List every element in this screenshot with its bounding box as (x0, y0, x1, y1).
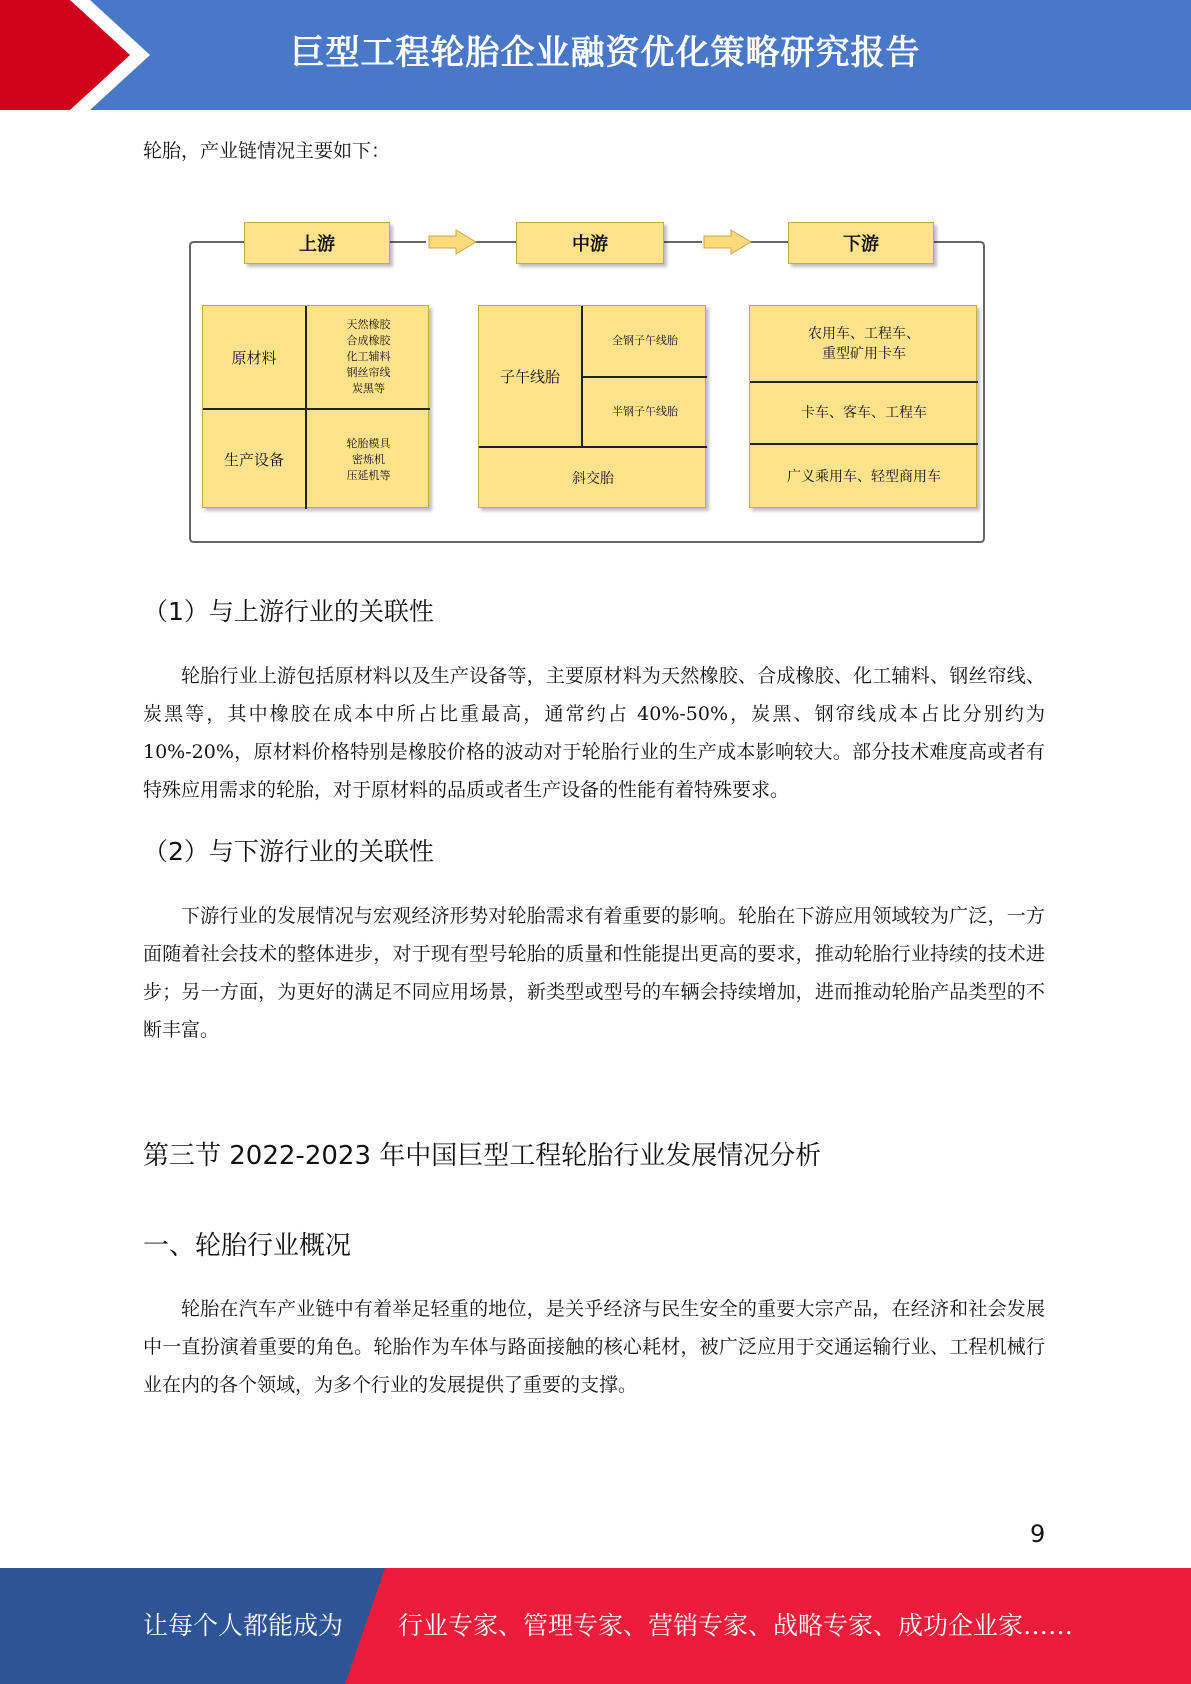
footer-slogan: 让每个人都能成为 (143, 1611, 344, 1640)
downstream-paragraph: 下游行业的发展情况与宏观经济形势对轮胎需求有着重要的影响。轮胎在下游应用领域较为广泛，一方面随着社会技术的整体进步，对于现有型号轮胎的质量和性能提出更高的要求，推动轮胎行业持续的技术进步；另一方面，为更好的满足不同应用场景，新类型或型号的车辆会持续增加，进而推动轮胎产品类型的不断丰富。 (143, 905, 1045, 1041)
upstream-heading: （1）与上游行业的关联性 (143, 597, 434, 626)
arrow-upstream-to-midstream (429, 230, 476, 254)
report-title: 巨型工程轮胎企业融资优化策略研究报告 (290, 33, 921, 73)
raw-material-item: 钢丝帘线 (346, 366, 391, 379)
page-footer (0, 1568, 1191, 1684)
radial-tire: 子午线胎 (499, 367, 560, 386)
equipment-item: 压延机等 (346, 468, 391, 482)
equipment-item: 密炼机 (352, 452, 385, 466)
raw-material-item: 炭黑等 (352, 382, 385, 395)
equipment-item: 轮胎模具 (346, 436, 391, 450)
downstream-heading: （2）与下游行业的关联性 (143, 837, 434, 866)
stage-downstream: 下游 (788, 222, 934, 264)
downstream-box (749, 305, 977, 508)
all-steel-radial: 全钢子午线胎 (612, 334, 678, 347)
upstream-paragraph: 轮胎行业上游包括原材料以及生产设备等，主要原材料为天然橡胶、合成橡胶、化工辅料、钢丝帘线、炭黑等，其中橡胶在成本中所占比重最高，通常约占 40%-50%，炭黑、钢帘线成本占比分别约为 10%-20%，原材料价格特别是橡胶价格的波动对于轮胎行业的生产成本影响较大。部分技术难度高或者有特殊应用需求的轮胎，对于原材料的品质或者生产设备的性能有着特殊要求。 (143, 665, 1045, 801)
overview-paragraph: 轮胎在汽车产业链中有着举足轻重的地位，是关乎经济与民生安全的重要大宗产品，在经济和社会发展中一直扮演着重要的角色。轮胎作为车体与路面接触的核心耗材，被广泛应用于交通运输行业、工程机械行业在内的各个领域，为多个行业的发展提供了重要的支撑。 (143, 1298, 1045, 1396)
section3-heading: 第三节 2022-2023 年中国巨型工程轮胎行业发展情况分析 (143, 1141, 822, 1171)
stage-midstream: 中游 (516, 222, 664, 264)
raw-material-item: 合成橡胶 (346, 334, 391, 347)
raw-material-item: 天然橡胶 (346, 318, 391, 331)
page-header (0, 0, 1191, 110)
upstream-raw-materials: 原材料 (231, 348, 277, 367)
raw-materials-list (307, 306, 430, 408)
upstream-box (202, 305, 429, 508)
page-number: 9 (1030, 1520, 1046, 1548)
upstream-equipment: 生产设备 (223, 451, 284, 469)
midstream-box (478, 305, 706, 508)
industry-chain-diagram (186, 210, 996, 550)
downstream-heavy-vehicles: 农用车、工程车、 重型矿用卡车 (808, 325, 920, 362)
arrow-midstream-to-downstream (704, 230, 751, 254)
downstream-trucks-buses: 卡车、客车、工程车 (801, 405, 927, 421)
intro-text: 轮胎，产业链情况主要如下： (143, 140, 391, 162)
overview-heading: 一、轮胎行业概况 (143, 1231, 352, 1261)
semi-steel-radial: 半钢子午线胎 (612, 405, 678, 418)
stage-upstream: 上游 (244, 222, 390, 264)
downstream-passenger-vehicles: 广义乘用车、轻型商用车 (787, 469, 941, 485)
footer-roles: 行业专家、管理专家、营销专家、战略专家、成功企业家…… (398, 1611, 1074, 1640)
equipment-list (307, 410, 430, 509)
bias-tire: 斜交胎 (572, 470, 614, 487)
raw-material-item: 化工辅料 (346, 350, 391, 363)
